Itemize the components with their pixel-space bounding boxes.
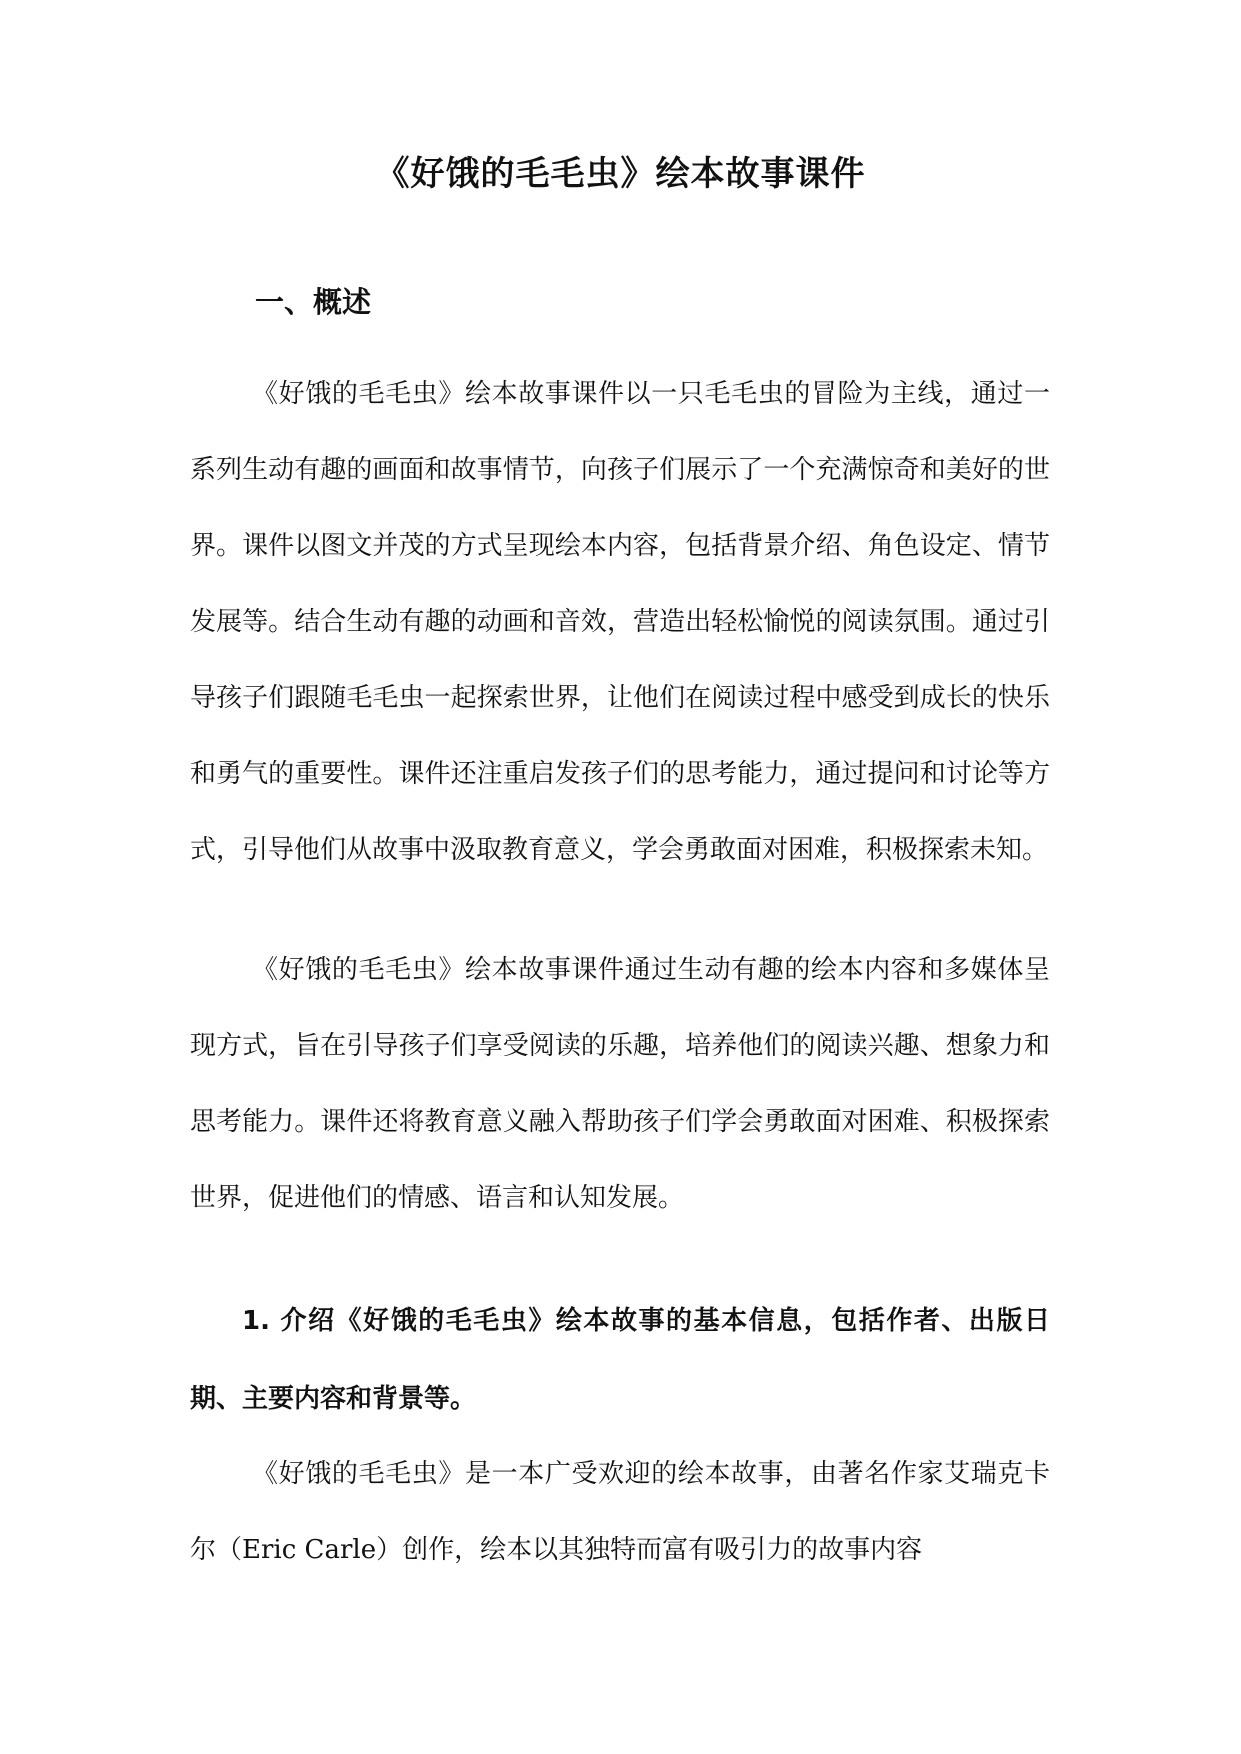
basic-info-paragraph: 《好饿的毛毛虫》是一本广受欢迎的绘本故事，由著名作家艾瑞克卡尔（Eric Carle）创作，绘本以其独特而富有吸引力的故事内容: [190, 1459, 1050, 1565]
document-title: 《好饿的毛毛虫》绘本故事课件: [375, 154, 866, 194]
overview-paragraph-2: 《好饿的毛毛虫》绘本故事课件通过生动有趣的绘本内容和多媒体呈现方式，旨在引导孩子们享受阅读的乐趣，培养他们的阅读兴趣、想象力和思考能力。课件还将教育意义融入帮助孩子们学会勇敢面对困难、积极探索世界，促进他们的情感、语言和认知发展。: [190, 955, 1050, 1213]
section-heading-overview: 一、概述: [255, 285, 372, 319]
overview-paragraph-1: 《好饿的毛毛虫》绘本故事课件以一只毛毛虫的冒险为主线，通过一系列生动有趣的画面和故事情节，向孩子们展示了一个充满惊奇和美好的世界。课件以图文并茂的方式呈现绘本内容，包括背景介绍、角色设定、情节发展等。结合生动有趣的动画和音效，营造出轻松愉悦的阅读氛围。通过引导孩子们跟随毛毛虫一起探索世界，让他们在阅读过程中感受到成长的快乐和勇气的重要性。课件还注重启发孩子们的思考能力，通过提问和讨论等方式，引导他们从故事中汲取教育意义，学会勇敢面对困难，积极探索未知。: [190, 379, 1050, 865]
subsection-heading-basic-info: 1. 介绍《好饿的毛毛虫》绘本故事的基本信息，包括作者、出版日期、主要内容和背景等。: [190, 1306, 1050, 1414]
